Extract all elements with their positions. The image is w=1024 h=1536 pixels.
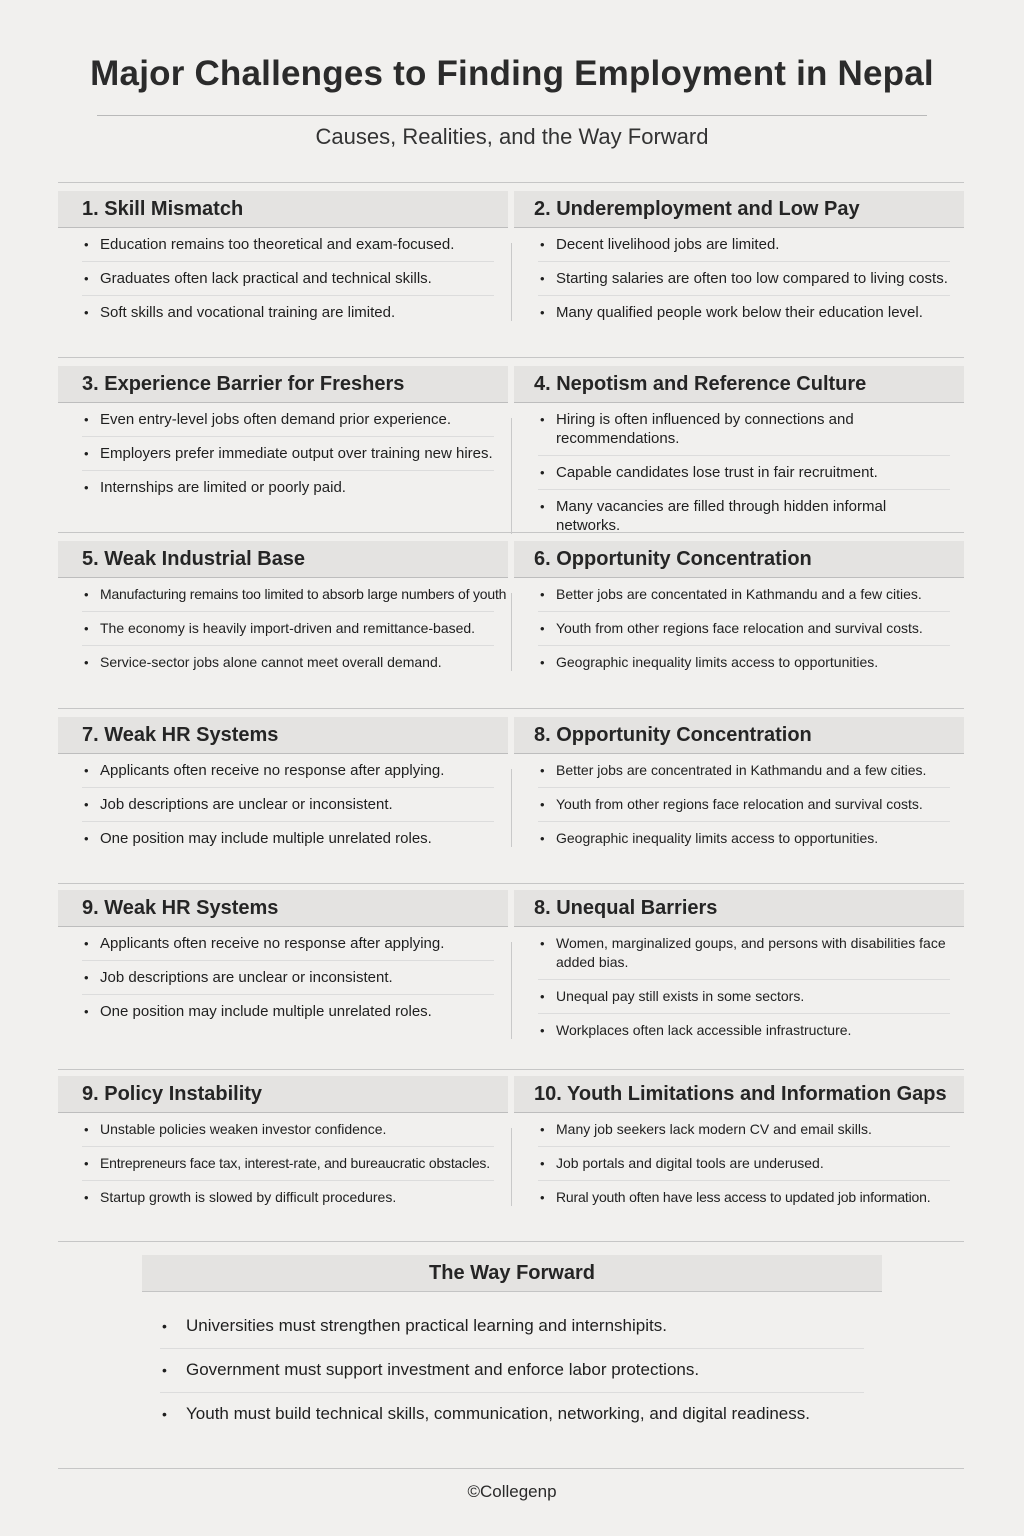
bullet-list [514, 403, 964, 542]
section-title: 8. Unequal Barriers [514, 890, 964, 927]
section-opportunity-concentration-2 [514, 717, 964, 855]
section-title: 9. Weak HR Systems [58, 890, 508, 927]
row-divider [58, 357, 964, 358]
list-item: • Many job seekers lack modern CV and email skills. [538, 1113, 950, 1147]
way-forward-title: The Way Forward [142, 1255, 882, 1292]
section-title: 7. Weak HR Systems [58, 717, 508, 754]
section-title: 5. Weak Industrial Base [58, 541, 508, 578]
column-divider [511, 769, 512, 847]
section-title: 6. Opportunity Concentration [514, 541, 964, 578]
list-item: • Job descriptions are unclear or inconsistent. [82, 961, 494, 995]
section-youth-limitations [514, 1076, 964, 1214]
section-opportunity-concentration [514, 541, 964, 679]
list-item: • Entrepreneurs face tax, interest-rate, and bureaucratic obstacles. [82, 1147, 494, 1181]
section-weak-hr [58, 717, 508, 855]
list-item: • Unequal pay still exists in some sectors. [538, 980, 950, 1014]
list-item: • Decent livelihood jobs are limited. [538, 228, 950, 262]
list-item: • Universities must strengthen practical learning and internshipits. [160, 1305, 864, 1349]
list-item: • Youth from other regions face relocation and survival costs. [538, 612, 950, 646]
row-divider [58, 883, 964, 884]
section-title: 2. Underemployment and Low Pay [514, 191, 964, 228]
list-item: • Manufacturing remains too limited to absorb large numbers of youth [82, 578, 494, 612]
column-divider [511, 243, 512, 321]
column-divider [511, 1128, 512, 1206]
bullet-list [58, 578, 508, 679]
section-title: 8. Opportunity Concentration [514, 717, 964, 754]
bullet-list [58, 754, 508, 855]
page-subtitle: Causes, Realities, and the Way Forward [315, 124, 709, 149]
list-item: • Starting salaries are often too low compared to living costs. [538, 262, 950, 296]
row-divider [58, 1069, 964, 1070]
list-item: • Capable candidates lose trust in fair recruitment. [538, 456, 950, 490]
column-divider [511, 593, 512, 671]
column-divider [511, 418, 512, 534]
bullet-list [58, 1113, 508, 1214]
section-policy-instability [58, 1076, 508, 1214]
list-item: • Job portals and digital tools are underused. [538, 1147, 950, 1181]
section-title: 9. Policy Instability [58, 1076, 508, 1113]
section-weak-hr-2 [58, 890, 508, 1028]
list-item: • Startup growth is slowed by difficult procedures. [82, 1181, 494, 1214]
section-title: 3. Experience Barrier for Freshers [58, 366, 508, 403]
list-item: • Internships are limited or poorly paid. [82, 471, 494, 504]
bullet-list [514, 927, 964, 1047]
list-item: • Applicants often receive no response after applying. [82, 754, 494, 788]
list-item: • Job descriptions are unclear or inconsistent. [82, 788, 494, 822]
list-item: • Graduates often lack practical and technical skills. [82, 262, 494, 296]
list-item: • Geographic inequality limits access to opportunities. [538, 822, 950, 855]
list-item: • Hiring is often influenced by connections and recommendations. [538, 403, 950, 456]
list-item: • Unstable policies weaken investor confidence. [82, 1113, 494, 1147]
list-item: • Applicants often receive no response after applying. [82, 927, 494, 961]
bullet-list [58, 228, 508, 329]
list-item: • One position may include multiple unrelated roles. [82, 995, 494, 1028]
column-divider [511, 942, 512, 1039]
list-item: • Education remains too theoretical and exam-focused. [82, 228, 494, 262]
bullet-list [514, 228, 964, 329]
section-underemployment [514, 191, 964, 329]
row-divider [58, 1241, 964, 1242]
title-divider [97, 115, 927, 116]
list-item: • One position may include multiple unrelated roles. [82, 822, 494, 855]
list-item: • Geographic inequality limits access to opportunities. [538, 646, 950, 679]
bullet-list [514, 754, 964, 855]
list-item: • Even entry-level jobs often demand prior experience. [82, 403, 494, 437]
section-experience-barrier [58, 366, 508, 504]
section-unequal-barriers [514, 890, 964, 1047]
way-forward-list [160, 1305, 864, 1436]
list-item: • Service-sector jobs alone cannot meet overall demand. [82, 646, 494, 679]
section-title: 1. Skill Mismatch [58, 191, 508, 228]
page-title: Major Challenges to Finding Employment in Nepal [90, 54, 934, 93]
list-item: • Youth from other regions face relocation and survival costs. [538, 788, 950, 822]
list-item: • Government must support investment and enforce labor protections. [160, 1349, 864, 1393]
bullet-list [514, 578, 964, 679]
list-item: • Employers prefer immediate output over training new hires. [82, 437, 494, 471]
list-item: • Better jobs are concentrated in Kathmandu and a few cities. [538, 754, 950, 788]
list-item: • The economy is heavily import-driven and remittance-based. [82, 612, 494, 646]
list-item: • Many qualified people work below their education level. [538, 296, 950, 329]
section-nepotism [514, 366, 964, 542]
list-item: • Rural youth often have less access to updated job information. [538, 1181, 950, 1214]
row-divider [58, 708, 964, 709]
section-title: 10. Youth Limitations and Information Gaps [514, 1076, 964, 1113]
list-item: • Many vacancies are filled through hidden informal networks. [538, 490, 950, 542]
bullet-list [58, 927, 508, 1028]
footer-credit: ©Collegenp [467, 1482, 557, 1501]
list-item: • Soft skills and vocational training are limited. [82, 296, 494, 329]
footer-divider [58, 1468, 964, 1469]
row-divider [58, 182, 964, 183]
section-industrial-base [58, 541, 508, 679]
list-item: • Women, marginalized goups, and persons with disabilities face added bias. [538, 927, 950, 980]
list-item: • Better jobs are concentated in Kathmandu and a few cities. [538, 578, 950, 612]
bullet-list [58, 403, 508, 504]
section-title: 4. Nepotism and Reference Culture [514, 366, 964, 403]
bullet-list [514, 1113, 964, 1214]
list-item: • Youth must build technical skills, communication, networking, and digital readiness. [160, 1393, 864, 1436]
list-item: • Workplaces often lack accessible infrastructure. [538, 1014, 950, 1047]
section-skill-mismatch [58, 191, 508, 329]
